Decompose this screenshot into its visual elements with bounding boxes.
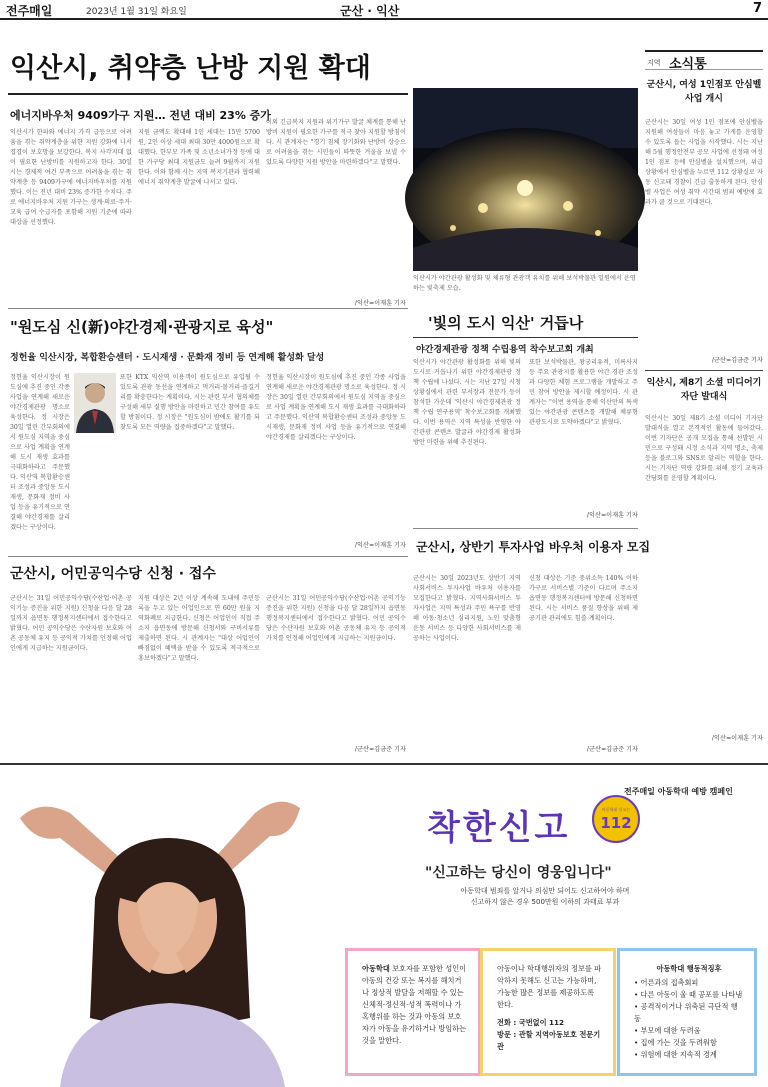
story3-body-col3: 정헌율 익산시장이 원도심에 추진 중인 각종 사업을 연계해 새로운 야간경제관광 명소로 육성한다. 정 시장은 30일 열린 간부회의에서 원도심 지역을 중심으로 사업 계획을 연계해 도시 재생 효과를 극대화하라고 주문했다. 익산역 복합환승센터 조성과 중앙동 도시재생, 문화재 정비 사업 등을 유기적으로 연결해 야간경제를 살리겠다는 구상이다. [266, 374, 406, 441]
story3-body-col2: 또한 KTX 익산역 이용객이 원도심으로 유입될 수 있도록 관광 동선을 연계하고 먹거리·볼거리·즐길거리를 확충한다는 계획이다. 시는 관련 부서 협의체를 구성해 세부 실행 방안을 마련하고 민간 참여를 유도할 방침이다. 정 시장은 "원도심이 밤에도 활기를 되찾도록 모든 역량을 집중하겠다"고 말했다. [120, 374, 260, 431]
lead-byline: /익산=이재훈 기자 [354, 300, 406, 307]
right-item1-body: 군산시는 30일 여성 1인 점포에 안심벨을 지원해 여성들이 마음 놓고 가게를 운영할 수 있도록 돕는 사업을 시작했다. 시는 지난해 5월 행정안전부 공모 사업에 선정돼 여성 1인 점포 등에 안심벨을 설치했으며, 위급 상황에서 안심벨을 누르면 112 상황실로 자동 신고돼 경찰이 긴급 출동하게 된다. 안심벨 사업은 여성 취약 시간대 범죄 예방에 효과가 클 것으로 기대된다. [645, 119, 763, 206]
badge-112 [592, 795, 640, 843]
story2-byline: /익산=이재훈 기자 [586, 512, 638, 519]
right-column-divider [645, 370, 763, 371]
box3-item: • 위험에 대한 지속적 경계 [634, 1050, 717, 1059]
page-number: 7 [752, 1, 762, 16]
festival-photo-graphic [413, 88, 638, 271]
story5-body-col1: 군산시는 30일 2023년도 상반기 지역사회서비스 투자사업 바우처 이용자를 모집한다고 밝혔다. 지역사회서비스 투자사업은 지역 특성과 주민 욕구를 반영해 아동·청소년 심리지원, 노인 맞춤형 운동 서비스 등 다양한 사회서비스를 제공하는 사업이다. [413, 575, 521, 642]
story4-top-rule [8, 556, 408, 557]
box3-item: • 부모에 대한 두려움 [634, 1026, 701, 1035]
right-item1-headline: 군산시, 여성 1인점포 안심벨사업 개시 [646, 80, 762, 104]
mayor-portrait [74, 373, 116, 433]
ad-campaign-name: 전주매일 아동학대 예방 캠페인 [624, 787, 733, 796]
issue-date: 2023년 1월 31일 화요일 [86, 7, 187, 17]
lead-body-col2: 지원 금액도 확대해 1인 세대는 15만 5700원, 2인 이상 세대 최대 30만 4000원으로 확대했다. 한부모 가족 및 소년소녀가정 등에 대한 가구당 최대 지원금도 늘려 9월까지 지원한다. 이와 함께 시는 지역 복지기관과 협력해 에너지 취약계층 발굴에 나서고 있다. [138, 129, 260, 186]
story3-subhead: 정헌율 익산시장, 복합환승센터 · 도시재생 · 문화재 정비 등 연계해 활성화 달성 [10, 353, 325, 363]
story2-headline: '빛의 도시 익산' 거듭나 [428, 314, 584, 332]
lead-body-col3: 이외 긴급복지 지원과 위기가구 발굴 체계를 통해 난방비 지원이 필요한 가구를 적극 찾아 지원할 방침이다. 시 관계자는 "경기 침체 장기화와 난방비 상승으로 어려움을 겪는 시민들이 따뜻한 겨울을 보낼 수 있도록 다양한 지원 방안을 마련하겠다"고 말했다. [266, 119, 406, 166]
ad-desc-line2: 신고하지 않은 경우 500만원 이하의 과태료 부과 [470, 898, 620, 906]
ad-top-rule [0, 763, 768, 765]
story4-body-col3: 군산시는 31일 어민공익수당(수산업·어촌 공익기능 증진을 위한 지원) 신청을 다음 달 28일까지 읍면동 행정복지센터에서 접수한다고 밝혔다. 어민 공익수당은 수산자원 보호와 어촌 공동체 유지 등 공익적 가치를 인정해 어업인에게 지급하는 지원금이다. [266, 595, 406, 642]
story2-body-col2: 또한 보석박물관, 왕궁리유적, 미륵사지 등 주요 관광지를 활용한 야간 경관 조성과 다양한 체험 프로그램을 개발하고 주민 참여 방안을 제시할 예정이다. 시 관계자는 "이번 용역을 통해 익산만의 특색 있는 야간관광 콘텐츠를 개발해 체류형 관광도시로 도약하겠다"고 밝혔다. [529, 359, 638, 426]
box1-title: 아동학대 [362, 964, 390, 973]
story3-top-rule [8, 308, 408, 309]
ad-logo: 착한신고 [427, 808, 571, 848]
story2-divider [413, 337, 638, 338]
ad-slogan: "신고하는 당신이 영웅입니다" [425, 865, 612, 881]
ad-desc-line1: 아동학대 범죄를 알거나 의심만 되어도 신고하여야 하며 [460, 887, 630, 895]
story4-headline: 군산시, 어민공익수당 신청 · 접수 [10, 566, 216, 582]
ad-info-box-signs [617, 948, 757, 1076]
badge-number: 112 [600, 814, 632, 832]
lead-body-col1: 익산시가 한파와 에너지 가격 급등으로 어려움을 겪는 취약계층을 위한 지원 강화에 나서 겹겹이 보호망을 보강한다. 복지 사각지대 없이 필요한 난방비를 지원하고자 한다. 30일 시는 경제적 여건 부족으로 어려움을 겪는 취약계층 등 9409가구에 에너지바우처를 지원했다. 이는 전년 대비 23% 증가한 수치다. 주로 에너지바우처 지원 가구는 생계·의료·주거·교육 급여 수급자를 포함해 지원 기준에 따라 대상을 선정했다. [10, 129, 132, 226]
page-header [0, 0, 768, 20]
story2-subhead: 야간경제관광 정책 수립용역 착수보고회 개최 [416, 345, 594, 355]
box2-phone: 전화 : 국번없이 112 [497, 1018, 565, 1027]
distressed-girl-illustration [0, 778, 335, 1087]
night-light-festival-photo [413, 88, 638, 271]
box2-text: 아동이나 학대행위자의 정보를 파악하지 못해도 신고는 가능하며, 가능한 많은 정보를 제공하도록 한다. [497, 964, 602, 1009]
story4-body-col2: 지원 대상은 2년 이상 계속해 도내에 주민등록을 두고 있는 어업인으로 연 60만 원을 지역화폐로 지급한다. 신청은 어업인이 직접 주소지 읍면동에 방문해 신청서와 구비서류를 제출하면 된다. 시 관계자는 "대상 어업인이 빠짐없이 혜택을 받을 수 있도록 적극적으로 홍보하겠다"고 말했다. [138, 595, 260, 662]
right-item2-byline: /익산=이재훈 기자 [711, 735, 763, 742]
lead-divider [8, 93, 408, 95]
right-item1-byline: /군산=김금준 기자 [711, 357, 763, 364]
local-title: 소식통 [669, 57, 707, 72]
story5-top-rule [413, 528, 638, 529]
box3-item: • 어른과의 접촉회피 [634, 978, 699, 987]
story5-byline: /군산=김금준 기자 [586, 746, 638, 753]
box3-item: • 다른 아동이 울 때 공포를 나타냄 [634, 990, 743, 999]
story3-body-col1-top: 정헌율 익산시장이 원도심에 추진 중인 각종 사업을 연계해 새로운 야간경제관광 명소로 육성한다. 정 시장은 30일 열린 간부회의에서 원도심 지역을 중심으로 사업 계획을 연계해 도시 재생 효과를 극대화하라고 주문했다. 익산역 복합환승센터 조성과 중앙동 도시재생, 문화재 정비 사업 등을 유기적으로 연결해 야간경제를 살리겠다는 구상이다. [10, 374, 70, 531]
story2-body-col1: 익산시가 야간관광 활성화를 위해 빛의 도시로 거듭나기 위한 야간경제관광 정책 수립에 나섰다. 시는 지난 27일 시청 상황실에서 관련 부서장과 전문가 등이 참석한 가운데 '익산시 야간경제관광 정책 수립 연구용역' 착수보고회를 개최했다. 이번 용역은 지역 특성을 반영한 야간관광 콘텐츠 발굴과 야간경제 활성화 방안 마련을 위해 추진된다. [413, 359, 521, 446]
child-abuse-prevention-ad [0, 770, 768, 1087]
photo-caption: 익산시가 야간관광 활성화 및 체류형 관광객 유치를 위해 보석박물관 일원에서 운영하는 빛축제 모습. [413, 275, 636, 292]
ad-info-box-reporting [480, 948, 616, 1076]
story3-headline: "원도심 신(新)야간경제·관광지로 육성" [10, 318, 274, 336]
ad-info-box-definition [345, 948, 481, 1076]
portrait-graphic [74, 373, 116, 433]
local-news-header [645, 50, 763, 70]
story4-byline: /군산=김금준 기자 [354, 746, 406, 753]
box3-title: 아동학대 행동적징후 [656, 964, 722, 973]
local-label: 지역 [647, 59, 661, 67]
story5-headline: 군산시, 상반기 투자사업 바우처 이용자 모집 [416, 540, 651, 554]
story5-body-col2: 신청 대상은 기준 중위소득 140% 이하 가구로 서비스별 기준이 다르며 주소지 읍면동 행정복지센터에 방문해 신청하면 된다. 시는 서비스 품질 향상을 위해 제공기관 관리에도 힘쓸 계획이다. [529, 575, 638, 622]
badge-caption: 아동학대 신고는 [601, 807, 631, 812]
box3-item: • 집에 가는 것을 두려워함 [634, 1038, 717, 1047]
lead-headline: 익산시, 취약층 난방 지원 확대 [10, 53, 371, 84]
story4-body-col1: 군산시는 31일 어민공익수당(수산업·어촌 공익기능 증진을 위한 지원) 신청을 다음 달 28일까지 읍면동 행정복지센터에서 접수한다고 밝혔다. 어민 공익수당은 수산자원 보호와 어촌 공동체 유지 등 공익적 가치를 인정해 어업인에게 지급하는 지원금이다. [10, 595, 132, 652]
section-name: 군산 · 익산 [340, 4, 400, 18]
box3-item: • 공격적이거나 위축된 극단적 행동 [634, 1002, 738, 1023]
lead-subhead: 에너지바우처 9409가구 지원… 전년 대비 23% 증가 [10, 109, 271, 122]
publication-name: 전주매일 [6, 4, 53, 18]
right-item2-headline: 익산시, 제8기 소셜 미디어기자단 발대식 [646, 378, 762, 402]
box1-text: 보호자를 포함한 성인이 아동의 건강 또는 복지를 해치거나 정상적 발달을 저해할 수 있는 신체적·정신적·성적 폭력이나 가혹행위를 하는 것과 아동의 보호자가 아동을 유기하거나 방임하는 것을 말한다. [362, 964, 467, 1045]
right-item2-body: 익산시는 30일 제8기 소셜 미디어 기자단 발대식을 열고 본격적인 활동에 들어갔다. 이번 기자단은 공개 모집을 통해 선발된 시민으로 구성돼 시정 소식과 지역 명소, 축제 등을 블로그와 SNS로 알리는 역할을 한다. 시는 기자단 역량 강화를 위해 정기 교육과 간담회를 운영할 계획이다. [645, 415, 763, 482]
box2-visit: 방문 : 관할 지역아동보호 전문기관 [497, 1030, 601, 1051]
story3-byline: /익산=이재훈 기자 [354, 542, 406, 549]
ad-description [425, 886, 665, 908]
